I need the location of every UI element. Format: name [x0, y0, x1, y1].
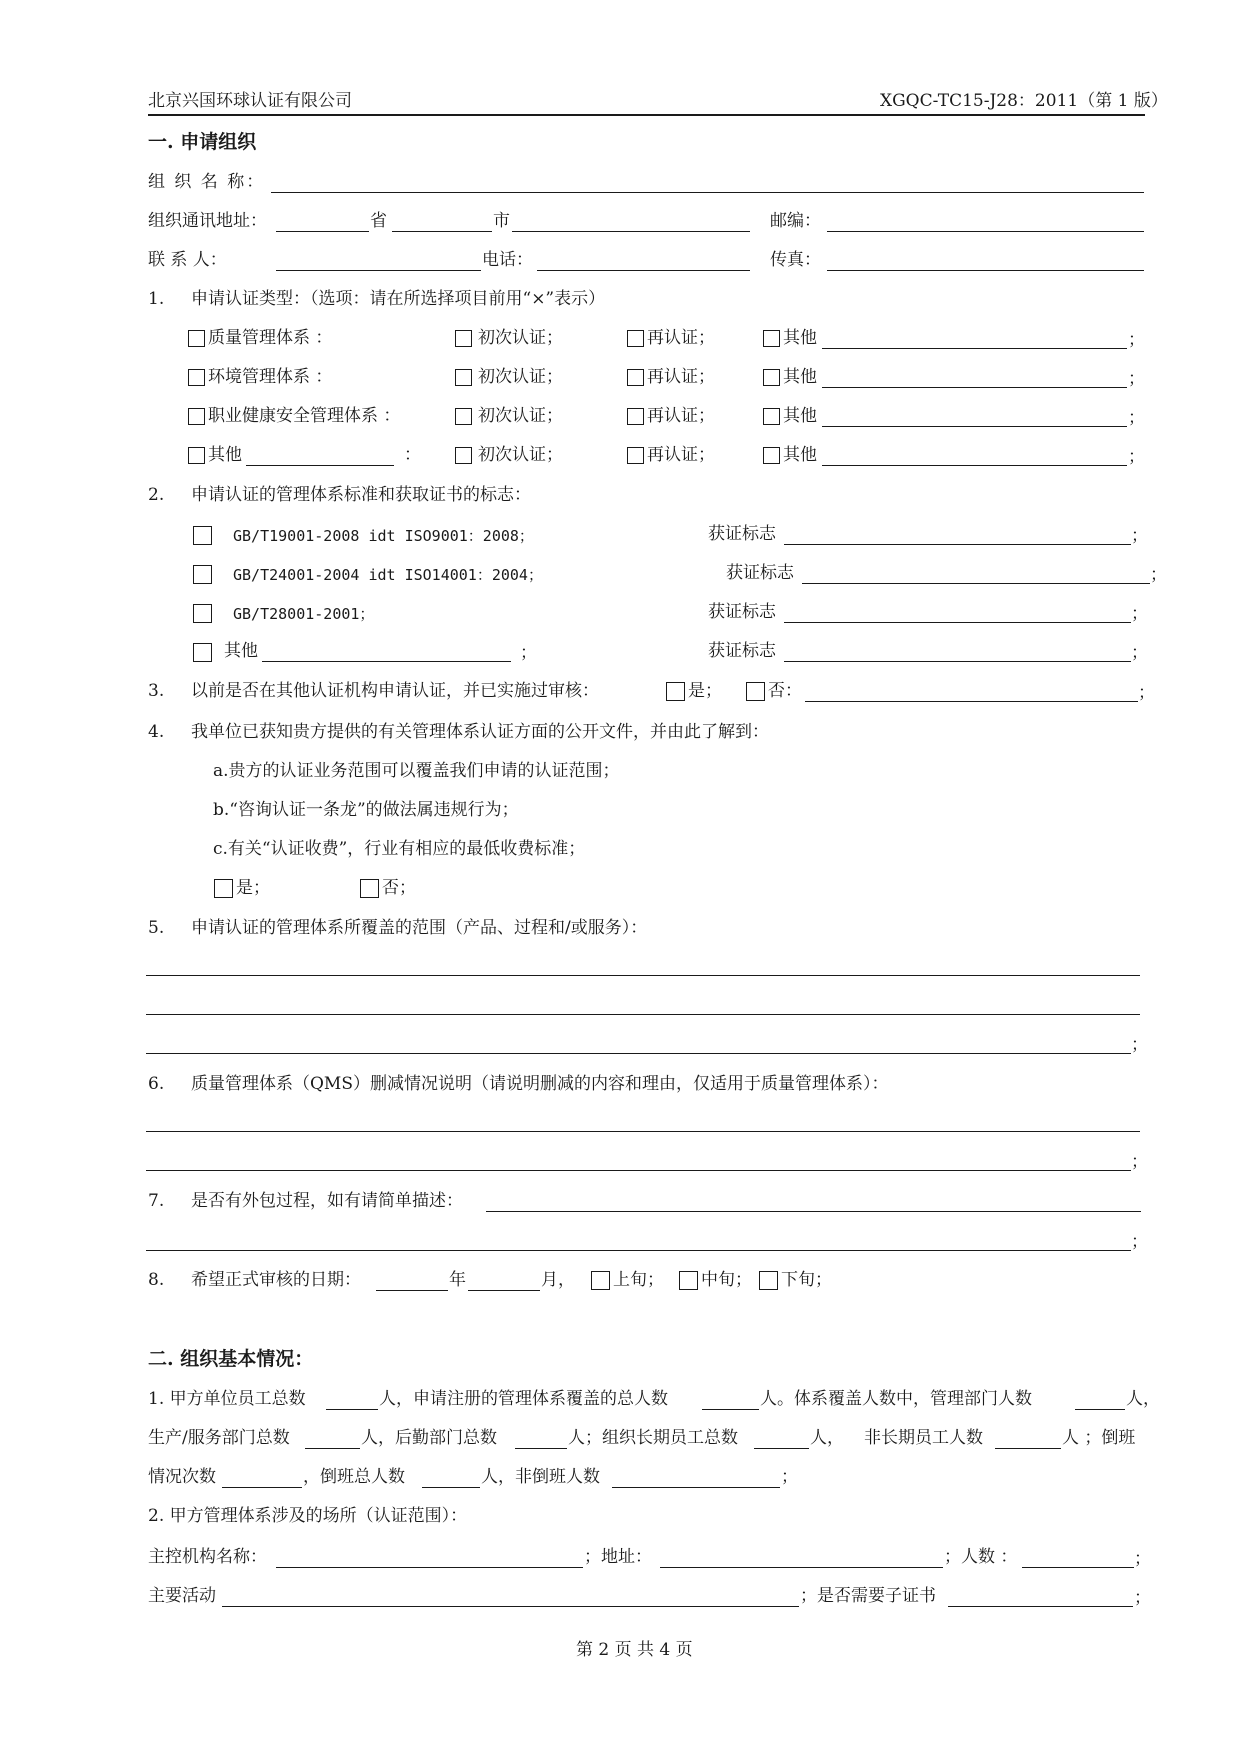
q1-initial-checkbox[interactable]	[455, 447, 472, 464]
q1-re-checkbox[interactable]	[627, 408, 644, 425]
q1-other-system-field[interactable]	[246, 465, 394, 466]
q3-end: ；	[1138, 683, 1155, 703]
s2-line5-end: ；	[1134, 1549, 1151, 1569]
q4-yes-label: 是；	[236, 878, 270, 898]
q1-row-end: ；	[1128, 330, 1145, 350]
q1-system-label: 其他	[208, 445, 242, 465]
q1-other-checkbox[interactable]	[763, 408, 780, 425]
q5-end: ；	[1131, 1035, 1148, 1055]
q4-no-checkbox[interactable]	[360, 879, 379, 898]
s2-line3-end: ；	[781, 1467, 798, 1487]
q1-system-checkbox[interactable]	[188, 330, 205, 347]
q5-field-line[interactable]	[146, 1053, 1131, 1054]
q8-month-label: 月，	[541, 1270, 575, 1290]
q1-system-label: 质量管理体系 ：	[208, 328, 333, 348]
q3-field[interactable]	[805, 701, 1138, 702]
q2-mark-label: 获证标志	[726, 563, 794, 583]
s2-longterm-field[interactable]	[754, 1448, 809, 1449]
q6-end: ；	[1131, 1152, 1148, 1172]
q1-system-checkbox[interactable]	[188, 369, 205, 386]
q3-number: 3.	[148, 681, 165, 701]
s2-longterm-label: 人；组织长期员工总数	[568, 1428, 738, 1448]
q8-year-label: 年	[449, 1270, 466, 1290]
q1-row-end: ；	[1128, 369, 1145, 389]
s2-shift-total-label: ，倒班总人数	[303, 1467, 405, 1487]
q2-mark-field[interactable]	[802, 583, 1150, 584]
q1-text: 申请认证类型：（选项：请在所选择项目前用“×”表示）	[191, 289, 606, 309]
q4-item-c: c.有关“认证收费”，行业有相应的最低收费标准；	[213, 839, 586, 859]
q7-text: 是否有外包过程，如有请简单描述：	[191, 1191, 463, 1211]
province-label: 省	[370, 211, 387, 231]
q7-end: ；	[1131, 1232, 1148, 1252]
q1-system-checkbox[interactable]	[188, 447, 205, 464]
q6-number: 6.	[148, 1074, 165, 1094]
s2-mgmt-label: 人。体系覆盖人数中，管理部门人数	[760, 1389, 1032, 1409]
q8-mid-checkbox[interactable]	[679, 1271, 698, 1290]
q1-other-checkbox[interactable]	[763, 447, 780, 464]
city-label: 市	[493, 211, 510, 231]
q1-system-label: 职业健康安全管理体系 ：	[208, 406, 401, 426]
q1-initial-checkbox[interactable]	[455, 408, 472, 425]
q4-item-b: b.“咨询认证一条龙”的做法属违规行为；	[213, 800, 519, 820]
q8-early-checkbox[interactable]	[591, 1271, 610, 1290]
fax-label: 传真：	[770, 250, 821, 270]
q6-field-line[interactable]	[146, 1170, 1131, 1171]
q2-row-end: ；	[1150, 565, 1167, 585]
q2-other-field[interactable]	[262, 661, 511, 662]
q2-mark-field[interactable]	[784, 622, 1131, 623]
contact-field[interactable]	[276, 270, 481, 271]
q2-standard-label: GB/T24001-2004 idt ISO14001：2004；	[233, 566, 543, 584]
q4-no-label: 否；	[382, 878, 416, 898]
s2-address-label: ；地址：	[584, 1547, 652, 1567]
header-company: 北京兴国环球认证有限公司	[148, 91, 352, 111]
s2-covered-field[interactable]	[702, 1409, 759, 1410]
q2-row-end: ；	[1131, 604, 1148, 624]
q7-field[interactable]	[486, 1211, 1141, 1212]
s2-shortterm-label: 非长期员工人数	[864, 1428, 983, 1448]
q3-yes-checkbox[interactable]	[666, 682, 685, 701]
q8-text: 希望正式审核的日期：	[191, 1270, 361, 1290]
s2-main-org-label: 主控机构名称：	[148, 1547, 267, 1567]
q4-number: 4.	[148, 722, 165, 742]
postcode-field[interactable]	[827, 231, 1144, 232]
q3-no-label: 否：	[768, 681, 802, 701]
q8-early-label: 上旬；	[613, 1270, 664, 1290]
q2-text: 申请认证的管理体系标准和获取证书的标志：	[191, 485, 531, 505]
q1-re-label: 再认证；	[647, 445, 715, 465]
q2-standard-checkbox[interactable]	[193, 526, 212, 545]
page-number: 第 2 页 共 4 页	[576, 1640, 693, 1660]
q2-standard-label: GB/T28001-2001；	[233, 605, 375, 623]
s2-main-org-field[interactable]	[276, 1567, 583, 1568]
q6-text: 质量管理体系（QMS）删减情况说明（请说明删减的内容和理由，仅适用于质量管理体系）：	[191, 1074, 889, 1094]
header-doc-code: XGQC-TC15-J28：2011（第 1 版）	[880, 91, 1168, 111]
s2-headcount-field[interactable]	[1022, 1567, 1134, 1568]
s2-shift-count-field[interactable]	[222, 1487, 302, 1488]
header-rule	[148, 114, 1145, 116]
s2-mgmt-field[interactable]	[1075, 1409, 1125, 1410]
q1-initial-checkbox[interactable]	[455, 369, 472, 386]
q1-initial-label: 初次认证；	[478, 445, 563, 465]
q8-mid-label: 中旬；	[701, 1270, 752, 1290]
q8-number: 8.	[148, 1270, 165, 1290]
s2-nonshift-label: 人，非倒班人数	[481, 1467, 600, 1487]
address-label: 组织通讯地址：	[148, 211, 267, 231]
section1-title: 一. 申请组织	[148, 131, 257, 153]
q1-other-label: 其他	[783, 328, 817, 348]
s2-covered-label: 人，申请注册的管理体系覆盖的总人数	[379, 1389, 668, 1409]
q2-number: 2.	[148, 485, 165, 505]
s2-sites-title: 2. 甲方管理体系涉及的场所（认证范围）：	[148, 1506, 468, 1526]
q1-re-label: 再认证；	[647, 367, 715, 387]
q1-system-colon: ：	[404, 445, 421, 465]
q1-re-label: 再认证；	[647, 406, 715, 426]
q2-standard-checkbox[interactable]	[193, 565, 212, 584]
q2-other-end: ；	[520, 643, 537, 663]
q4-item-a: a.贵方的认证业务范围可以覆盖我们申请的认证范围；	[213, 761, 620, 781]
q4-yes-checkbox[interactable]	[214, 879, 233, 898]
phone-field[interactable]	[537, 270, 750, 271]
s2-activities-field[interactable]	[222, 1606, 799, 1607]
q5-field-line[interactable]	[146, 975, 1140, 976]
q1-system-label: 环境管理体系 ：	[208, 367, 333, 387]
q1-re-checkbox[interactable]	[627, 447, 644, 464]
org-name-field[interactable]	[271, 192, 1144, 193]
q2-mark-field[interactable]	[784, 661, 1131, 662]
postcode-label: 邮编：	[770, 211, 821, 231]
q7-field-line[interactable]	[146, 1250, 1131, 1251]
q1-other-field[interactable]	[822, 348, 1127, 349]
q1-number: 1.	[148, 289, 165, 309]
q1-initial-label: 初次认证；	[478, 328, 563, 348]
q2-other-label: 其他	[224, 641, 258, 661]
s2-total-staff-label: 1. 甲方单位员工总数	[148, 1389, 306, 1409]
q3-yes-label: 是；	[688, 681, 722, 701]
q1-other-label: 其他	[783, 406, 817, 426]
s2-shift-count-label: 情况次数	[148, 1467, 216, 1487]
s2-shift-label: 人 ；倒班	[1062, 1428, 1136, 1448]
q1-row-end: ；	[1128, 447, 1145, 467]
q5-text: 申请认证的管理体系所覆盖的范围（产品、过程和/或服务）：	[191, 918, 648, 938]
q8-year-field[interactable]	[376, 1290, 448, 1291]
s2-address-field[interactable]	[660, 1567, 943, 1568]
q8-late-checkbox[interactable]	[759, 1271, 778, 1290]
s2-shift-total-field[interactable]	[422, 1487, 480, 1488]
q2-mark-field[interactable]	[784, 544, 1131, 545]
street-field[interactable]	[512, 231, 750, 232]
q2-standard-label: GB/T19001-2008 idt ISO9001：2008；	[233, 527, 534, 545]
q1-initial-label: 初次认证；	[478, 406, 563, 426]
phone-label: 电话：	[482, 250, 533, 270]
s2-subcert-field[interactable]	[948, 1606, 1133, 1607]
q1-initial-checkbox[interactable]	[455, 330, 472, 347]
q1-other-checkbox[interactable]	[763, 330, 780, 347]
q1-other-checkbox[interactable]	[763, 369, 780, 386]
s2-production-label: 生产/服务部门总数	[148, 1428, 290, 1448]
section2-title: 二. 组织基本情况：	[148, 1348, 314, 1370]
q1-other-field[interactable]	[822, 387, 1127, 388]
q1-system-checkbox[interactable]	[188, 408, 205, 425]
q1-re-label: 再认证；	[647, 328, 715, 348]
s2-mgmt-unit: 人，	[1126, 1389, 1160, 1409]
q2-mark-label: 获证标志	[708, 641, 776, 661]
city-field[interactable]	[392, 231, 492, 232]
org-name-label: 组 织 名 称：	[148, 172, 266, 192]
q4-text: 我单位已获知贵方提供的有关管理体系认证方面的公开文件，并由此了解到：	[191, 722, 769, 742]
q2-row-end: ；	[1131, 643, 1148, 663]
s2-total-staff-field[interactable]	[326, 1409, 378, 1410]
q1-re-checkbox[interactable]	[627, 369, 644, 386]
q2-other-checkbox[interactable]	[193, 643, 212, 662]
q2-mark-label: 获证标志	[708, 602, 776, 622]
q6-field-line[interactable]	[146, 1131, 1140, 1132]
q1-re-checkbox[interactable]	[627, 330, 644, 347]
q8-late-label: 下旬；	[781, 1270, 832, 1290]
q2-row-end: ；	[1131, 526, 1148, 546]
s2-activities-label: 主要活动	[148, 1586, 216, 1606]
q8-month-field[interactable]	[468, 1290, 540, 1291]
s2-headcount-label: ；人数 ：	[944, 1547, 1018, 1567]
q3-no-checkbox[interactable]	[746, 682, 765, 701]
s2-subcert-label: ；是否需要子证书	[800, 1586, 936, 1606]
q1-other-field[interactable]	[822, 426, 1127, 427]
s2-logistics-field[interactable]	[515, 1448, 567, 1449]
fax-field[interactable]	[827, 270, 1144, 271]
province-field[interactable]	[276, 231, 369, 232]
q7-number: 7.	[148, 1191, 165, 1211]
s2-longterm-unit: 人，	[810, 1428, 844, 1448]
q5-field-line[interactable]	[146, 1014, 1140, 1015]
q2-standard-checkbox[interactable]	[193, 604, 212, 623]
q1-initial-label: 初次认证；	[478, 367, 563, 387]
s2-logistics-label: 人，后勤部门总数	[361, 1428, 497, 1448]
s2-nonshift-field[interactable]	[612, 1487, 780, 1488]
q3-text: 以前是否在其他认证机构申请认证，并已实施过审核：	[191, 681, 599, 701]
q1-row-end: ；	[1128, 408, 1145, 428]
s2-shortterm-field[interactable]	[995, 1448, 1061, 1449]
s2-production-field[interactable]	[305, 1448, 360, 1449]
q1-other-label: 其他	[783, 445, 817, 465]
contact-label: 联 系 人：	[148, 250, 227, 270]
q1-other-label: 其他	[783, 367, 817, 387]
s2-line6-end: ；	[1134, 1588, 1151, 1608]
q1-other-field[interactable]	[822, 465, 1127, 466]
q5-number: 5.	[148, 918, 165, 938]
q2-mark-label: 获证标志	[708, 524, 776, 544]
